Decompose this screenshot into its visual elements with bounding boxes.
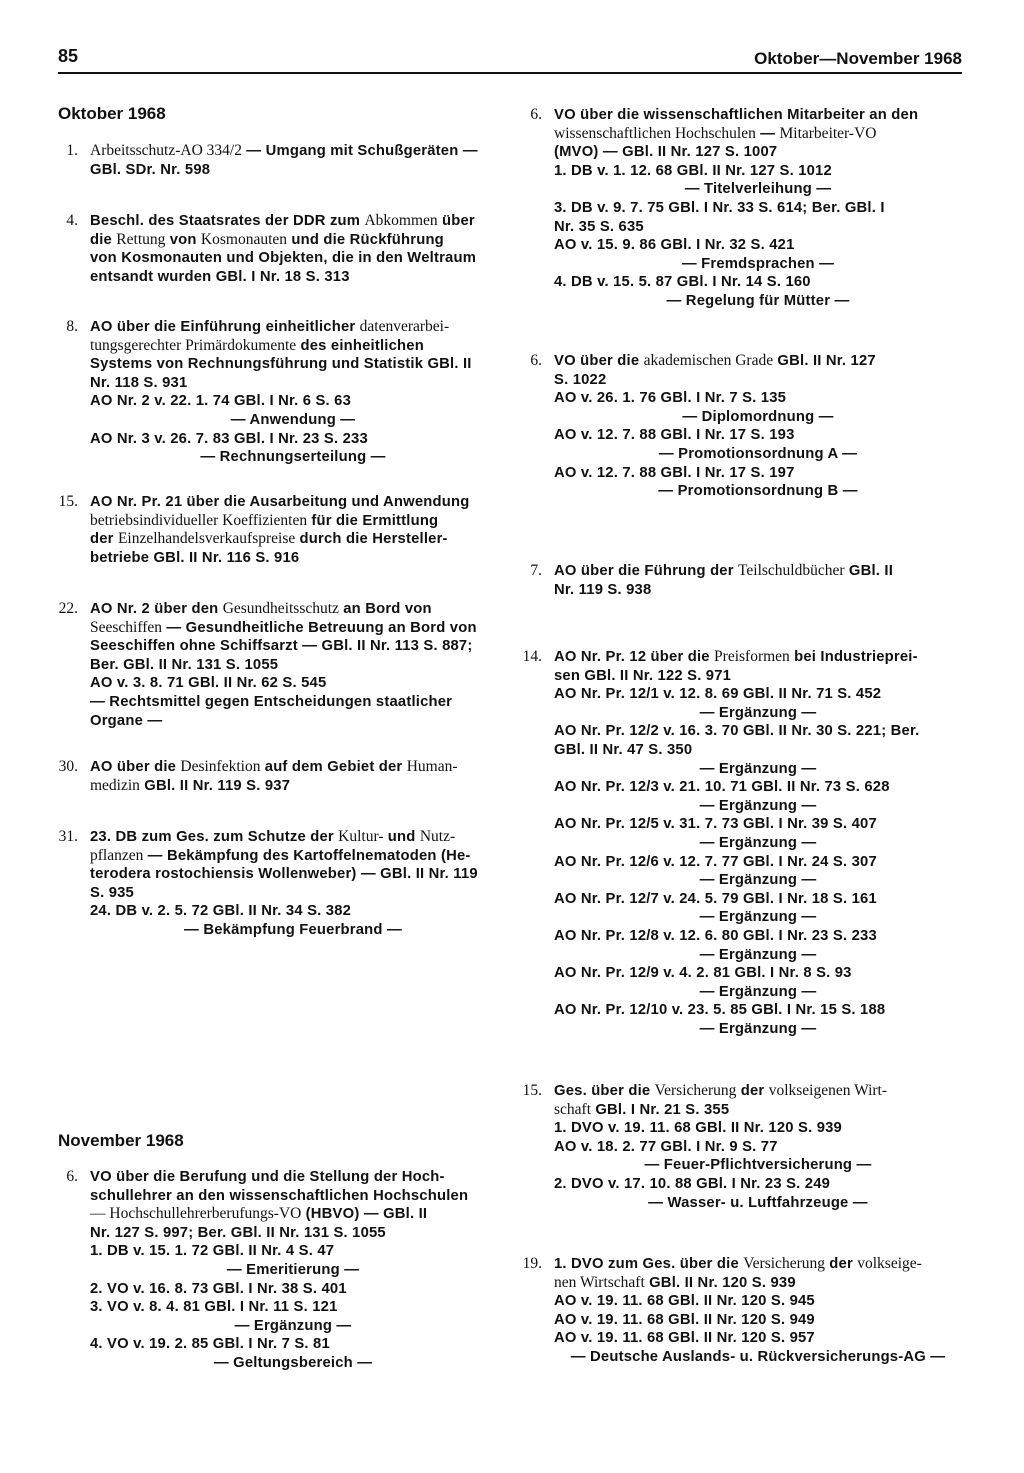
entry-keyword: — Ergänzung — bbox=[699, 909, 817, 926]
entry-line bbox=[554, 1175, 962, 1194]
entry-keyword: — Deutsche Auslands- u. Rückversicherungs-AG — bbox=[570, 1348, 946, 1365]
entry-keyword: GBl. I Nr. 21 S. 355 bbox=[591, 1101, 730, 1118]
entry-number: 1. bbox=[66, 142, 78, 159]
entry-keyword: S. 1022 bbox=[554, 371, 607, 388]
entry-keyword: Ges. über die bbox=[554, 1083, 655, 1099]
entry-keyword: für die Ermittlung bbox=[307, 512, 439, 529]
entry-number: 19. bbox=[522, 1255, 542, 1272]
entry-line bbox=[90, 268, 496, 287]
entry-text: Versicherung bbox=[654, 1082, 737, 1099]
entry-line bbox=[554, 464, 962, 483]
entry-keyword: Organe — bbox=[90, 712, 163, 729]
entry-keyword: — Bekämpfung des Kartoffelnematoden (He- bbox=[143, 847, 471, 864]
entry-line bbox=[554, 1311, 962, 1330]
entry-line bbox=[90, 1335, 496, 1354]
entry-keyword: Nr. 119 S. 938 bbox=[554, 581, 652, 598]
entry-number: 4. bbox=[66, 212, 78, 229]
entry-line bbox=[90, 1354, 496, 1373]
entry-keyword: Beschl. des Staatsrates der DDR zum bbox=[90, 213, 365, 229]
entry-line bbox=[90, 392, 496, 411]
entry-line bbox=[90, 1224, 496, 1243]
entry-keyword: 4. VO v. 19. 2. 85 GBl. I Nr. 7 S. 81 bbox=[90, 1336, 330, 1353]
entry-keyword: — bbox=[755, 125, 780, 142]
entry-line bbox=[90, 1168, 496, 1187]
entry-line bbox=[554, 389, 962, 408]
entry-line bbox=[90, 600, 496, 619]
entry-keyword: — Ergänzung — bbox=[699, 797, 817, 814]
entry-keyword: — Geltungsbereich — bbox=[213, 1354, 373, 1371]
entry-line bbox=[90, 430, 496, 449]
entry-text: Rettung bbox=[116, 230, 166, 248]
entry-keyword: AO Nr. Pr. 12/3 v. 21. 10. 71 GBl. II Nr. 73 S. 628 bbox=[554, 779, 890, 796]
entry-november-6 bbox=[56, 1168, 496, 1373]
entry-keyword: Seeschiffen ohne Schiffsarzt — GBl. II Nr. 113 S. 887; bbox=[90, 638, 473, 655]
entry-line bbox=[90, 318, 496, 337]
entry-line bbox=[554, 778, 962, 797]
entry-line bbox=[90, 712, 496, 731]
entry-text: tungsgerechter Primärdokumente bbox=[90, 336, 297, 354]
entry-keyword: schullehrer an den wissenschaftlichen Hochschulen bbox=[90, 1187, 469, 1204]
entry-line bbox=[554, 648, 962, 667]
entry-line bbox=[554, 562, 962, 581]
entry-text: — Hochschullehrerberufungs-VO bbox=[90, 1205, 302, 1223]
entry-line bbox=[90, 530, 496, 549]
entry-line bbox=[90, 828, 496, 847]
entry-line bbox=[554, 352, 962, 371]
entry-keyword: — Ergänzung — bbox=[234, 1317, 352, 1334]
entry-keyword: AO über die bbox=[90, 759, 181, 775]
entry-text: Versicherung bbox=[743, 1255, 825, 1272]
entry-line bbox=[90, 1298, 496, 1317]
entry-keyword: die bbox=[90, 231, 117, 248]
entry-line bbox=[554, 199, 962, 218]
entry-number: 30. bbox=[58, 758, 78, 775]
entry-keyword: — Wasser- u. Luftfahrzeuge — bbox=[648, 1194, 868, 1211]
entry-keyword: GBl. II Nr. 127 bbox=[773, 353, 876, 369]
entry-text: Preisformen bbox=[714, 648, 790, 665]
entry-keyword: AO v. 19. 11. 68 GBl. II Nr. 120 S. 949 bbox=[554, 1311, 815, 1328]
entry-keyword: AO Nr. Pr. 12/6 v. 12. 7. 77 GBl. I Nr. 24 S. 307 bbox=[554, 853, 877, 870]
entry-keyword: — Diplomordnung — bbox=[682, 408, 834, 425]
entry-text: Einzelhandelsverkaufspreise bbox=[117, 530, 296, 548]
entry-line bbox=[90, 847, 496, 866]
entry-line bbox=[90, 493, 496, 512]
entry-keyword: AO v. 12. 7. 88 GBl. I Nr. 17 S. 193 bbox=[554, 427, 795, 444]
entry-oktober-31 bbox=[56, 828, 496, 940]
entry-keyword: — Promotionsordnung B — bbox=[658, 483, 858, 500]
entry-keyword: 3. DB v. 9. 7. 75 GBl. I Nr. 33 S. 614; Ber. GBl. I bbox=[554, 199, 885, 216]
entry-oktober-7 bbox=[520, 562, 962, 599]
entry-oktober-4 bbox=[56, 212, 496, 286]
entry-keyword: AO Nr. Pr. 12/1 v. 12. 8. 69 GBl. II Nr. 71 S. 452 bbox=[554, 686, 882, 703]
entry-line bbox=[554, 1082, 962, 1101]
entry-line bbox=[90, 865, 496, 884]
entry-line bbox=[90, 1205, 496, 1224]
entry-keyword: GBl. II Nr. 119 S. 937 bbox=[139, 777, 291, 794]
entry-keyword: VO über die bbox=[554, 353, 644, 369]
entry-line bbox=[90, 161, 496, 180]
entry-oktober-15 bbox=[56, 493, 496, 567]
entry-text: Kosmonauten bbox=[200, 230, 288, 248]
entry-line bbox=[90, 674, 496, 693]
entry-keyword: GBl. II Nr. 47 S. 350 bbox=[554, 741, 693, 758]
entry-text: Abkommen bbox=[364, 212, 438, 229]
entry-keyword: Nr. 35 S. 635 bbox=[554, 218, 644, 235]
entry-keyword: — Umgang mit Schußgeräten — bbox=[241, 143, 478, 159]
entry-keyword: — Ergänzung — bbox=[699, 1020, 817, 1037]
entry-line bbox=[554, 162, 962, 181]
entry-line bbox=[90, 884, 496, 903]
entry-keyword: AO Nr. Pr. 12/2 v. 16. 3. 70 GBl. II Nr. 30 S. 221; Ber. bbox=[554, 723, 920, 740]
entry-text: Desinfektion bbox=[180, 758, 261, 775]
section-heading-november: November 1968 bbox=[58, 1131, 184, 1150]
entry-line bbox=[554, 1156, 962, 1175]
header-rule bbox=[58, 72, 962, 74]
entry-text: Mitarbeiter-VO bbox=[779, 124, 877, 142]
entry-line bbox=[90, 619, 496, 638]
entry-number: 8. bbox=[66, 318, 78, 335]
entry-line bbox=[90, 448, 496, 467]
entry-line bbox=[554, 722, 962, 741]
entry-line bbox=[554, 1119, 962, 1138]
entry-keyword: VO über die Berufung und die Stellung der Hoch- bbox=[90, 1169, 445, 1185]
entry-line bbox=[90, 758, 496, 777]
entry-text: medizin bbox=[90, 776, 140, 794]
running-head: Oktober—November 1968 bbox=[754, 49, 962, 68]
entry-keyword: — Ergänzung — bbox=[699, 946, 817, 963]
entry-line bbox=[554, 581, 962, 600]
entry-keyword: — Anwendung — bbox=[230, 411, 356, 428]
entry-line bbox=[90, 231, 496, 250]
entry-keyword: AO v. 3. 8. 71 GBl. II Nr. 62 S. 545 bbox=[90, 675, 327, 692]
entry-keyword: — Regelung für Mütter — bbox=[666, 292, 850, 309]
entry-oktober-30 bbox=[56, 758, 496, 795]
entry-text: pflanzen bbox=[90, 846, 144, 864]
entry-keyword: AO v. 18. 2. 77 GBl. I Nr. 9 S. 77 bbox=[554, 1138, 778, 1155]
entry-line bbox=[90, 1317, 496, 1336]
entry-keyword: 1. DVO v. 19. 11. 68 GBl. II Nr. 120 S. 939 bbox=[554, 1120, 842, 1137]
entry-keyword: AO v. 19. 11. 68 GBl. II Nr. 120 S. 957 bbox=[554, 1330, 815, 1347]
entry-line bbox=[554, 685, 962, 704]
page-number: 85 bbox=[58, 46, 79, 66]
entry-line bbox=[554, 946, 962, 965]
entry-keyword: Ber. GBl. II Nr. 131 S. 1055 bbox=[90, 656, 279, 673]
entry-line bbox=[90, 921, 496, 940]
entry-line bbox=[554, 964, 962, 983]
entry-text: betriebsindividueller Koeffizienten bbox=[90, 511, 308, 529]
entry-keyword: terodera rostochiensis Wollenweber) — GBl. II Nr. 119 bbox=[90, 866, 478, 883]
entry-november-19 bbox=[520, 1255, 962, 1367]
entry-line bbox=[554, 908, 962, 927]
entry-keyword: 3. VO v. 8. 4. 81 GBl. I Nr. 11 S. 121 bbox=[90, 1299, 338, 1316]
entry-text: Nutz- bbox=[419, 828, 456, 845]
entry-keyword: AO v. 12. 7. 88 GBl. I Nr. 17 S. 197 bbox=[554, 464, 795, 481]
entry-line bbox=[554, 871, 962, 890]
entry-keyword: — Rechnungserteilung — bbox=[200, 449, 386, 466]
entry-keyword: AO Nr. 3 v. 26. 7. 83 GBl. I Nr. 23 S. 233 bbox=[90, 430, 368, 447]
entry-line bbox=[554, 1348, 962, 1367]
entry-number: 7. bbox=[530, 562, 542, 579]
entry-keyword: 2. DVO v. 17. 10. 88 GBl. I Nr. 23 S. 249 bbox=[554, 1175, 831, 1192]
entry-number: 15. bbox=[58, 493, 78, 510]
entry-text: Gesundheitsschutz bbox=[222, 600, 339, 617]
entry-text: Human- bbox=[406, 758, 458, 775]
entry-keyword: Nr. 118 S. 931 bbox=[90, 374, 188, 391]
entry-line bbox=[90, 374, 496, 393]
entry-line bbox=[554, 1274, 962, 1293]
entry-line bbox=[554, 143, 962, 162]
entry-keyword: AO v. 26. 1. 76 GBl. I Nr. 7 S. 135 bbox=[554, 390, 787, 407]
entry-keyword: — Fremdsprachen — bbox=[681, 255, 835, 272]
entry-keyword: (HBVO) — GBl. II bbox=[301, 1206, 428, 1223]
entry-text: nen Wirtschaft bbox=[554, 1273, 645, 1291]
entry-oktober-6-grade bbox=[520, 352, 962, 501]
entry-keyword: AO Nr. Pr. 12/9 v. 4. 2. 81 GBl. I Nr. 8 S. 93 bbox=[554, 965, 852, 982]
entry-keyword: 23. DB zum Ges. zum Schutze der bbox=[90, 829, 339, 845]
entry-keyword: 1. DVO zum Ges. über die bbox=[554, 1256, 744, 1272]
entry-line bbox=[90, 512, 496, 531]
entry-text: Kultur- bbox=[338, 828, 384, 845]
entry-line bbox=[554, 760, 962, 779]
entry-keyword: und die Rückführung bbox=[287, 231, 444, 248]
entry-number: 15. bbox=[522, 1082, 542, 1099]
section-heading-oktober: Oktober 1968 bbox=[58, 104, 166, 123]
entry-keyword: — Bekämpfung Feuerbrand — bbox=[184, 921, 402, 938]
entry-keyword: über bbox=[437, 213, 475, 229]
entry-line bbox=[554, 1329, 962, 1348]
entry-keyword: 24. DB v. 2. 5. 72 GBl. II Nr. 34 S. 382 bbox=[90, 903, 352, 920]
entry-keyword: 4. DB v. 15. 5. 87 GBl. I Nr. 14 S. 160 bbox=[554, 274, 811, 291]
entry-keyword: der bbox=[90, 531, 118, 548]
entry-oktober-8 bbox=[56, 318, 496, 467]
entry-keyword: — Ergänzung — bbox=[699, 704, 817, 721]
entry-keyword: der bbox=[824, 1256, 858, 1272]
entry-keyword: AO Nr. Pr. 12/7 v. 24. 5. 79 GBl. I Nr. 18 S. 161 bbox=[554, 890, 877, 907]
entry-line bbox=[554, 1138, 962, 1157]
entry-line bbox=[554, 834, 962, 853]
entry-keyword: betriebe GBl. II Nr. 116 S. 916 bbox=[90, 549, 300, 566]
entry-number: 6. bbox=[66, 1168, 78, 1185]
entry-keyword: AO Nr. 2 über den bbox=[90, 601, 223, 617]
entry-line bbox=[554, 273, 962, 292]
entry-keyword: — Ergänzung — bbox=[699, 834, 817, 851]
entry-text: volkseigenen Wirt- bbox=[768, 1082, 888, 1099]
entry-line bbox=[554, 1001, 962, 1020]
entry-keyword: AO Nr. Pr. 12/8 v. 12. 6. 80 GBl. I Nr. 23 S. 233 bbox=[554, 927, 877, 944]
entry-line bbox=[90, 902, 496, 921]
entry-line bbox=[554, 1020, 962, 1039]
entry-keyword: 1. DB v. 15. 1. 72 GBl. II Nr. 4 S. 47 bbox=[90, 1243, 335, 1260]
entry-line bbox=[90, 355, 496, 374]
entry-number: 31. bbox=[58, 828, 78, 845]
entry-keyword: AO v. 15. 9. 86 GBl. I Nr. 32 S. 421 bbox=[554, 237, 795, 254]
entry-number: 6. bbox=[530, 352, 542, 369]
entry-line bbox=[90, 777, 496, 796]
entry-line bbox=[90, 249, 496, 268]
entry-line bbox=[90, 337, 496, 356]
entry-line bbox=[90, 1242, 496, 1261]
entry-line bbox=[554, 853, 962, 872]
entry-line bbox=[554, 292, 962, 311]
entry-line bbox=[90, 549, 496, 568]
entry-line bbox=[90, 637, 496, 656]
entry-line bbox=[554, 255, 962, 274]
entry-line bbox=[554, 797, 962, 816]
entry-text: datenverarbei- bbox=[359, 318, 450, 335]
entry-keyword: an Bord von bbox=[338, 601, 432, 617]
entry-keyword: AO Nr. Pr. 21 über die Ausarbeitung und Anwendung bbox=[90, 494, 470, 510]
entry-line bbox=[554, 106, 962, 125]
entry-keyword: — Ergänzung — bbox=[699, 760, 817, 777]
entry-line bbox=[90, 656, 496, 675]
entry-line bbox=[90, 411, 496, 430]
entry-keyword: durch die Hersteller- bbox=[295, 531, 448, 548]
entry-line bbox=[554, 890, 962, 909]
entry-keyword: AO Nr. 2 v. 22. 1. 74 GBl. I Nr. 6 S. 63 bbox=[90, 393, 352, 410]
entry-keyword: AO Nr. Pr. 12/10 v. 23. 5. 85 GBl. I Nr. 15 S. 188 bbox=[554, 1002, 886, 1019]
entry-line bbox=[554, 667, 962, 686]
entry-text: Seeschiffen bbox=[90, 618, 163, 636]
entry-line bbox=[554, 1255, 962, 1274]
entry-text: schaft bbox=[554, 1100, 592, 1118]
entry-keyword: Systems von Rechnungsführung und Statistik GBl. II bbox=[90, 356, 472, 373]
entry-line bbox=[90, 1261, 496, 1280]
entry-line bbox=[90, 1187, 496, 1206]
entry-keyword: von Kosmonauten und Objekten, die in den Weltraum bbox=[90, 250, 477, 267]
entry-number: 14. bbox=[522, 648, 542, 665]
entry-keyword: AO Nr. Pr. 12/5 v. 31. 7. 73 GBl. I Nr. 39 S. 407 bbox=[554, 816, 877, 833]
entry-keyword: auf dem Gebiet der bbox=[260, 759, 407, 775]
entry-keyword: und bbox=[383, 829, 420, 845]
entry-keyword: sen GBl. II Nr. 122 S. 971 bbox=[554, 667, 732, 684]
entry-number: 6. bbox=[530, 106, 542, 123]
entry-line bbox=[554, 1194, 962, 1213]
entry-keyword: des einheitlichen bbox=[296, 337, 424, 354]
entry-keyword: der bbox=[736, 1083, 769, 1099]
entry-line bbox=[554, 426, 962, 445]
entry-oktober-22 bbox=[56, 600, 496, 730]
entry-keyword: bei Industrieprei- bbox=[789, 649, 918, 665]
entry-keyword: — Titelverleihung — bbox=[684, 181, 832, 198]
entry-keyword: — Feuer-Pflichtversicherung — bbox=[644, 1157, 872, 1174]
entry-line bbox=[554, 125, 962, 144]
entry-november-15 bbox=[520, 1082, 962, 1212]
entry-line bbox=[554, 180, 962, 199]
entry-keyword: AO v. 19. 11. 68 GBl. II Nr. 120 S. 945 bbox=[554, 1293, 815, 1310]
entry-line bbox=[90, 142, 496, 161]
entry-keyword: — Ergänzung — bbox=[699, 983, 817, 1000]
entry-oktober-1 bbox=[56, 142, 496, 179]
entry-text: wissenschaftlichen Hochschulen bbox=[554, 124, 756, 142]
entry-keyword: — Ergänzung — bbox=[699, 872, 817, 889]
entry-text: volkseige- bbox=[857, 1255, 922, 1272]
entry-keyword: VO über die wissenschaftlichen Mitarbeiter an den bbox=[554, 107, 919, 123]
entry-text: Arbeitsschutz-AO 334/2 bbox=[90, 142, 242, 159]
entry-keyword: AO über die Führung der bbox=[554, 563, 739, 579]
entry-keyword: — Promotionsordnung A — bbox=[658, 445, 858, 462]
entry-line bbox=[90, 212, 496, 231]
entry-line bbox=[554, 236, 962, 255]
entry-text: Teilschuldbücher bbox=[738, 562, 845, 579]
entry-line bbox=[554, 927, 962, 946]
entry-keyword: AO Nr. Pr. 12 über die bbox=[554, 649, 715, 665]
entry-oktober-14 bbox=[520, 648, 962, 1038]
entry-keyword: — Rechtsmittel gegen Entscheidungen staatlicher bbox=[90, 693, 453, 710]
entry-keyword: AO über die Einführung einheitlicher bbox=[90, 319, 360, 335]
entry-line bbox=[554, 704, 962, 723]
entry-keyword: (MVO) — GBl. II Nr. 127 S. 1007 bbox=[554, 144, 778, 161]
entry-line bbox=[554, 983, 962, 1002]
entry-line bbox=[554, 1101, 962, 1120]
entry-line bbox=[90, 1280, 496, 1299]
entry-line bbox=[554, 815, 962, 834]
entry-oktober-6-mitarbeiter bbox=[520, 106, 962, 311]
entry-line bbox=[554, 371, 962, 390]
entry-keyword: 2. VO v. 16. 8. 73 GBl. I Nr. 38 S. 401 bbox=[90, 1280, 347, 1297]
entry-keyword: entsandt wurden GBl. I Nr. 18 S. 313 bbox=[90, 268, 350, 285]
entry-keyword: GBl. II Nr. 120 S. 939 bbox=[644, 1274, 796, 1291]
entry-line bbox=[554, 741, 962, 760]
entry-keyword: Nr. 127 S. 997; Ber. GBl. II Nr. 131 S. 1055 bbox=[90, 1224, 386, 1241]
entry-keyword: — Gesundheitliche Betreuung an Bord von bbox=[162, 619, 477, 636]
entry-line bbox=[554, 218, 962, 237]
entry-keyword: S. 935 bbox=[90, 884, 134, 901]
entry-line bbox=[554, 408, 962, 427]
entry-text: akademischen Grade bbox=[643, 352, 774, 369]
entry-number: 22. bbox=[58, 600, 78, 617]
entry-line bbox=[554, 482, 962, 501]
entry-line bbox=[554, 445, 962, 464]
entry-keyword: GBl. II bbox=[844, 563, 894, 579]
entry-keyword: von bbox=[165, 231, 201, 248]
entry-line bbox=[90, 693, 496, 712]
entry-line bbox=[554, 1292, 962, 1311]
entry-keyword: 1. DB v. 1. 12. 68 GBl. II Nr. 127 S. 1012 bbox=[554, 162, 832, 179]
entry-keyword: GBl. SDr. Nr. 598 bbox=[90, 161, 211, 178]
entry-keyword: — Emeritierung — bbox=[226, 1261, 360, 1278]
